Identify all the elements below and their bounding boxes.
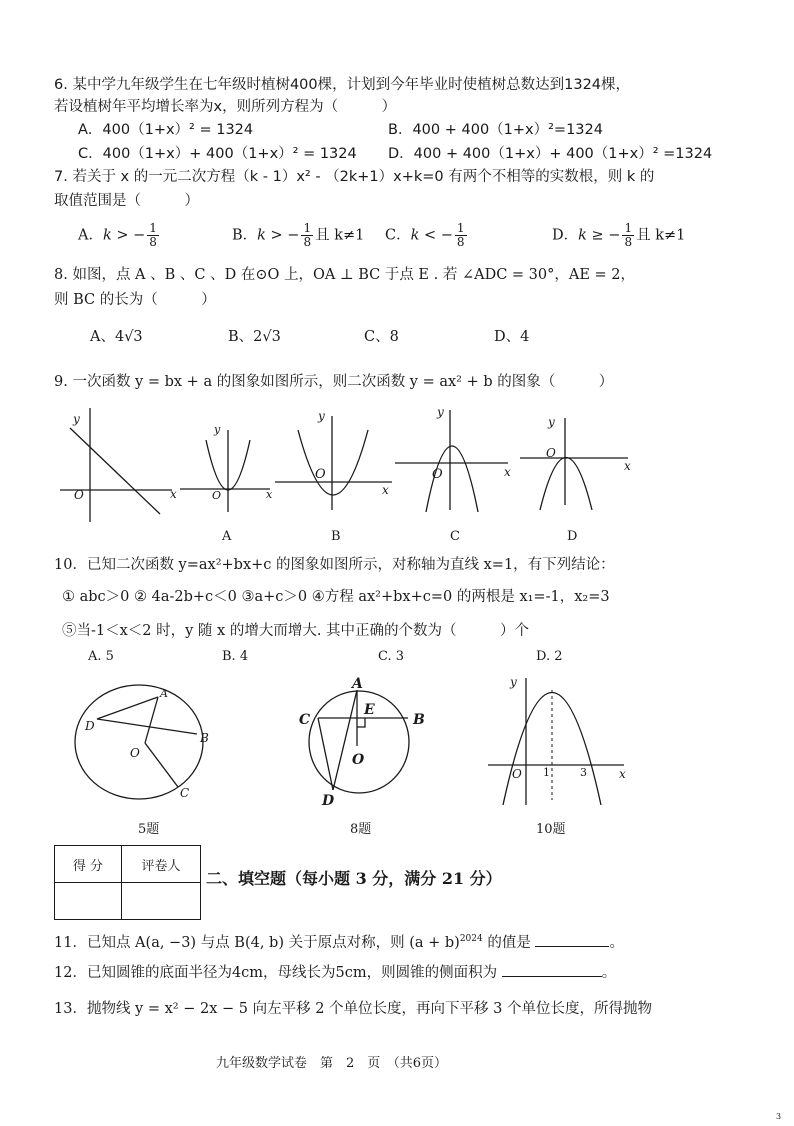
q11 <box>54 930 624 952</box>
svg-text:1: 1 <box>543 766 550 779</box>
axis-label-y: y <box>73 412 80 426</box>
svg-text:D: D <box>85 719 95 733</box>
svg-text:x: x <box>266 488 273 501</box>
svg-text:O: O <box>512 767 522 781</box>
q8-stem-line1: 8. 如图，点 A 、B 、C 、D 在⊙O 上，OA ⊥ BC 于点 E . 若 ∠ADC = 30°，AE = 2， <box>54 267 636 283</box>
svg-text:y: y <box>510 675 517 689</box>
svg-text:O: O <box>352 752 365 768</box>
q7-stem-line1: 7. 若关于 x 的一元二次方程（k - 1）x² - （2k+1）x+k=0 有两个不相等的实数根，则 k 的 <box>54 169 655 185</box>
q9-label-b: B <box>331 529 341 544</box>
svg-text:x: x <box>619 767 626 781</box>
q9-label-a: A <box>222 529 232 544</box>
q7-c-label: C． <box>385 227 411 244</box>
q8-option-c: C、8 <box>364 329 399 345</box>
q6-stem-line1: 6. 某中学九年级学生在七年级时植树400棵，计划到今年毕业时使植树总数达到1324棵， <box>54 77 631 93</box>
svg-text:O: O <box>432 467 443 482</box>
q10-option-c: C. 3 <box>378 649 405 664</box>
figure-caption-10: 10题 <box>536 822 566 837</box>
grader-header: 评卷人 <box>122 846 201 883</box>
svg-text:y: y <box>437 405 444 419</box>
fraction-numerator: 1 <box>624 221 633 235</box>
q10-option-a: A. 5 <box>88 649 114 664</box>
q11-tail: 的值是 <box>482 934 531 951</box>
fraction-denominator: 8 <box>624 235 633 249</box>
svg-text:B: B <box>413 712 425 728</box>
q11-exponent: 2024 <box>459 934 483 944</box>
q7-c-relation: k < − <box>410 227 453 244</box>
svg-text:B: B <box>200 731 209 745</box>
q7-a-relation: k > − <box>102 227 146 244</box>
score-header: 得 分 <box>55 846 122 883</box>
q12-answer-blank[interactable] <box>502 976 602 977</box>
axis-label-x: x <box>170 487 177 501</box>
q6-option-b: B．400 + 400（1+x）²=1324 <box>388 122 603 138</box>
svg-text:C: C <box>299 712 311 728</box>
q12 <box>54 964 616 982</box>
q8-stem-line2: 则 BC 的长为（ ） <box>54 292 216 308</box>
q7-b-relation: k > − <box>257 227 300 244</box>
origin-label: O <box>74 488 84 502</box>
q11-end: 。 <box>609 934 624 951</box>
svg-text:A: A <box>352 676 363 692</box>
svg-text:y: y <box>548 415 555 429</box>
fraction-numerator: 1 <box>456 221 465 235</box>
q10-stem-line2: ① abc＞0 ② 4a-2b+c＜0 ③a+c＞0 ④方程 ax²+bx+c=0 的两根是 x₁=-1，x₂=3 <box>62 589 610 605</box>
q8-option-d: D、4 <box>494 329 530 345</box>
q11-text: 11．已知点 A(a, −3) 与点 B(4, b) 关于原点对称，则 (a + b) <box>54 934 460 951</box>
score-cell[interactable] <box>55 883 122 920</box>
svg-text:E: E <box>364 702 375 718</box>
q9-label-d: D <box>567 529 578 544</box>
fraction-numerator: 1 <box>149 221 157 235</box>
figure-caption-5: 5题 <box>138 822 160 837</box>
q10-stem-line1: 10．已知二次函数 y=ax²+bx+c 的图象如图所示，对称轴为直线 x=1，有下列结论： <box>54 557 615 573</box>
q9-label-c: C <box>450 529 460 544</box>
svg-text:x: x <box>382 483 389 497</box>
q6-option-a: A．400（1+x）² = 1324 <box>78 122 254 138</box>
q7-d-suffix: 且 k≠1 <box>636 227 686 244</box>
svg-text:x: x <box>624 459 631 473</box>
svg-text:y: y <box>318 409 325 423</box>
svg-text:3: 3 <box>580 766 587 779</box>
svg-text:O: O <box>130 746 140 760</box>
q13-text: 13．抛物线 y = x² − 2x − 5 向左平移 2 个单位长度，再向下平移 3 个单位长度，所得抛物 <box>54 1001 652 1017</box>
svg-text:O: O <box>212 489 222 502</box>
q7-a-label: A． <box>78 227 103 244</box>
q7-d-label: D． <box>552 227 579 244</box>
section-title-fill-in: 二、填空题（每小题 3 分，满分 21 分） <box>206 869 502 888</box>
q7-stem-line2: 取值范围是（ ） <box>54 193 199 209</box>
q10-option-d: D. 2 <box>536 649 563 664</box>
svg-text:C: C <box>180 786 190 800</box>
fraction-numerator: 1 <box>303 221 312 235</box>
fraction-denominator: 8 <box>149 235 157 249</box>
svg-text:D: D <box>322 793 335 809</box>
q9-stem: 9. 一次函数 y = bx + a 的图象如图所示，则二次函数 y = ax² + b 的图象（ ） <box>54 374 614 390</box>
grader-cell[interactable] <box>122 883 201 920</box>
q12-text: 12．已知圆锥的底面半径为4cm，母线长为5cm，则圆锥的侧面积为 <box>54 965 498 981</box>
svg-text:O: O <box>315 467 326 482</box>
svg-text:y: y <box>214 423 221 436</box>
fraction-denominator: 8 <box>303 235 312 249</box>
q7-d-relation: k ≥ − <box>578 227 621 244</box>
page-footer: 九年级数学试卷 第 2 页 （共6页） <box>216 1056 448 1071</box>
q6-stem-line2: 若设植树年平均增长率为x，则所列方程为（ ） <box>54 99 397 115</box>
svg-text:A: A <box>160 687 168 700</box>
score-table <box>54 845 201 920</box>
q12-end: 。 <box>601 965 617 981</box>
q11-answer-blank[interactable] <box>535 946 609 947</box>
q6-option-c: C．400（1+x）+ 400（1+x）² = 1324 <box>78 146 357 162</box>
q7-b-label: B． <box>232 227 258 244</box>
q10-option-b: B. 4 <box>222 649 249 664</box>
svg-text:O: O <box>546 446 556 460</box>
fraction-denominator: 8 <box>456 235 465 249</box>
q8-option-b: B、2√3 <box>228 329 281 345</box>
q10-stem-line3: ⑤当-1＜x＜2 时，y 随 x 的增大而增大. 其中正确的个数为（ ）个 <box>62 623 530 639</box>
svg-text:x: x <box>504 465 511 479</box>
q7-b-suffix: 且 k≠1 <box>315 227 365 244</box>
page-mark: 3 <box>776 1112 782 1121</box>
q8-option-a: A、4√3 <box>90 329 143 345</box>
figure-caption-8: 8题 <box>350 822 372 837</box>
q6-option-d: D．400 + 400（1+x）+ 400（1+x）² =1324 <box>388 146 713 162</box>
